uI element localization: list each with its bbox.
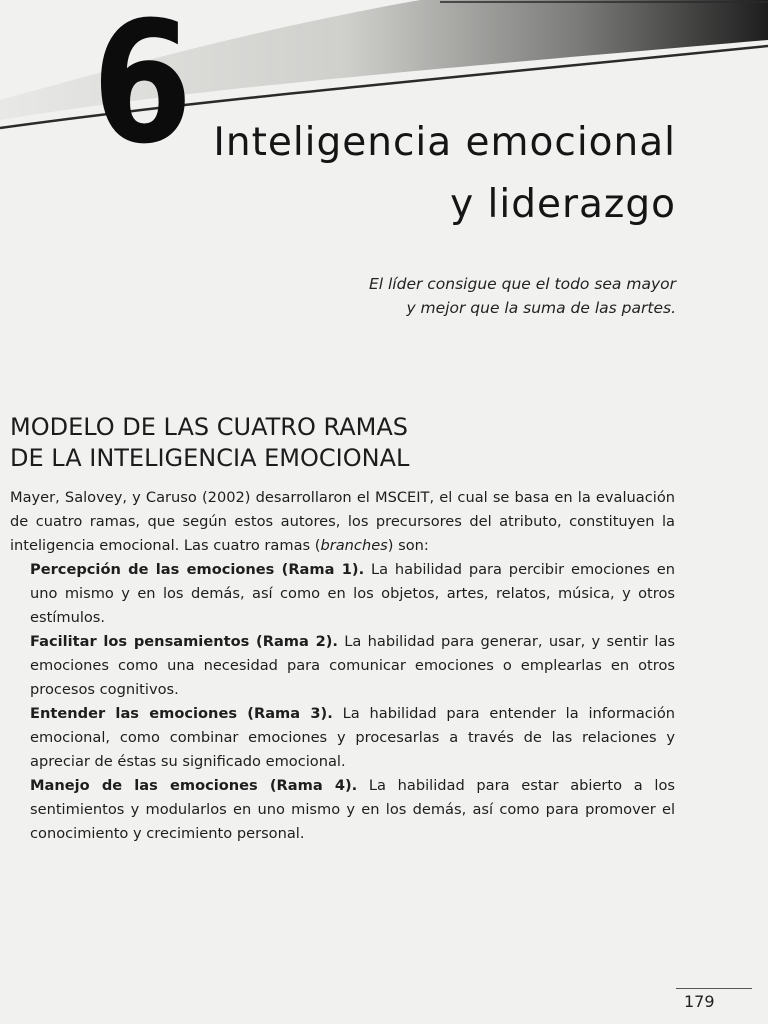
branch-paragraph-1	[10, 558, 675, 630]
body-text	[10, 486, 675, 846]
section-heading-line1: MODELO DE LAS CUATRO RAMAS	[10, 413, 408, 441]
branch-title: Manejo de las emociones (Rama 4).	[30, 777, 358, 794]
epigraph-line2: y mejor que la suma de las partes.	[406, 299, 676, 317]
chapter-title-line1: Inteligencia emocional	[213, 120, 676, 165]
branch-title: Entender las emociones (Rama 3).	[30, 705, 333, 722]
epigraph	[216, 272, 676, 320]
section-heading	[10, 412, 570, 474]
page-number: 179	[684, 992, 715, 1011]
branch-text: La habilidad para generar, usar, y sentir las emociones como una necesidad para comunicar emociones o emplearlas en otros procesos cognitivos.	[30, 633, 675, 698]
branch-text: La habilidad para entender la información emocional, como combinar emociones y procesarlas a través de las relaciones y apreciar de éstas su significado emocional.	[30, 705, 676, 770]
branch-text: La habilidad para estar abierto a los sentimientos y modularlos en uno mismo y en los demás, así como para promover el conocimiento y crecimiento personal.	[30, 777, 675, 842]
intro-text-end: ) son:	[387, 537, 429, 554]
branch-paragraph-4	[10, 774, 675, 846]
intro-paragraph	[10, 486, 675, 558]
branch-title: Percepción de las emociones (Rama 1).	[30, 561, 365, 578]
epigraph-line1: El líder consigue que el todo sea mayor	[368, 275, 676, 293]
chapter-number: 6	[92, 0, 190, 181]
section-heading-line2: DE LA INTELIGENCIA EMOCIONAL	[10, 444, 410, 472]
branch-paragraph-3	[10, 702, 675, 774]
page-number-rule	[676, 988, 752, 989]
intro-italic-term: branches	[320, 537, 388, 554]
branch-text: La habilidad para percibir emociones en uno mismo y en los demás, así como en los objetos, artes, relatos, música, y otros estímulos.	[30, 561, 675, 626]
branch-paragraph-2	[10, 630, 675, 702]
chapter-title	[116, 112, 676, 236]
chapter-title-line2: y liderazgo	[450, 182, 676, 227]
intro-text-start: Mayer, Salovey, y Caruso (2002) desarrollaron el MSCEIT, el cual se basa en la evaluación de cuatro ramas, que según estos autores, los precursores del atributo, constituyen la inteligencia emocional. Las cuatro ramas (	[10, 489, 675, 554]
branch-title: Facilitar los pensamientos (Rama 2).	[30, 633, 338, 650]
